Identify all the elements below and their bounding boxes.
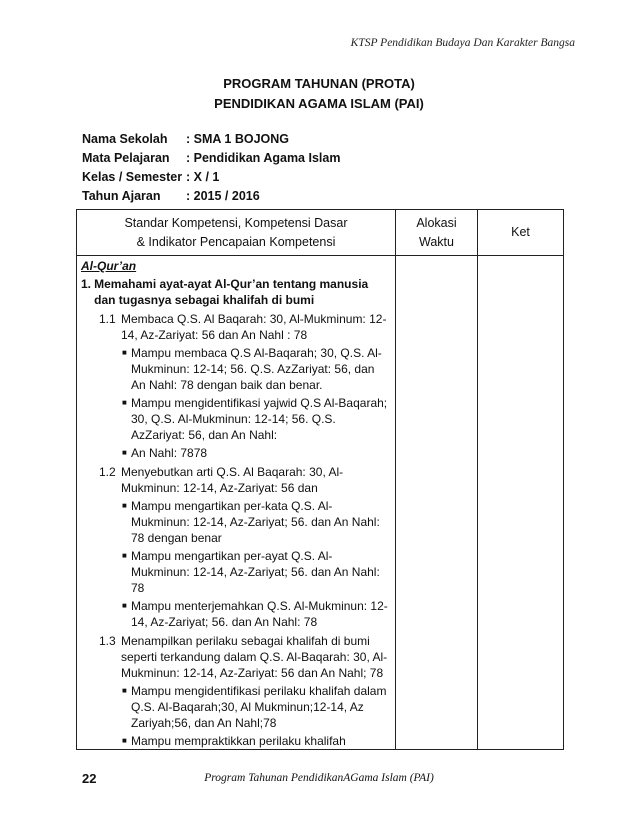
footer-title: Program Tahunan PendidikanAGama Islam (PAI) — [204, 772, 434, 784]
bullet-icon: ■ — [122, 448, 127, 457]
sub-text: Menampilkan perilaku sebagai khalifah di bumi seperti terkandung dalam Q.S. Al-Baqarah: 30, Al-Mukminun: 12-14, Az-Zariyat: 56 dan An Nahl; 78 — [121, 634, 388, 680]
sub-text: Menyebutkan arti Q.S. Al Baqarah: 30, Al-Mukminun: 12-14, Az-Zariyat: 56 dan — [121, 465, 344, 495]
sub-number: 1.2 — [99, 465, 116, 479]
bullet-icon: ■ — [122, 736, 127, 745]
meta-label: Tahun Ajaran — [82, 189, 161, 203]
header-competency — [77, 210, 396, 256]
header-notes: Ket — [478, 210, 564, 256]
sub-text: Membaca Q.S. Al Baqarah: 30, Al-Mukminum: 12-14, Az-Zariyat: 56 dan An Nahl : 78 — [121, 312, 387, 342]
document-subtitle: PENDIDIKAN AGAMA ISLAM (PAI) — [214, 96, 424, 111]
indicator-text: Mampu mempraktikkan perilaku khalifah — [131, 734, 346, 748]
indicator-text: Mampu mengartikan per-kata Q.S. Al-Mukminun: 12-14, Az-Zariyat; 56. dan An Nahl: 78 dengan benar — [131, 499, 380, 545]
header-competency-line2: & Indikator Pencapaian Kompetensi — [136, 234, 336, 249]
sub-competency — [81, 633, 391, 681]
indicator — [122, 548, 391, 596]
indicator-text: Mampu membaca Q.S Al-Baqarah; 30, Q.S. Al-Mukminun: 12-14; 56. Q.S. AzZariyat: 56, dan An Nahl: 78 dengan baik dan benar. — [131, 346, 382, 392]
bullet-icon: ■ — [122, 551, 127, 560]
bullet-icon: ■ — [122, 501, 127, 510]
indicator-text: Mampu mengidentifikasi yajwid Q.S Al-Baqarah; 30, Q.S. Al-Mukminun: 12-14; 56. Q.S. AzZariyat: 56, dan An Nahl: — [131, 396, 388, 442]
indicator — [122, 598, 391, 630]
sub-number: 1.1 — [99, 312, 116, 326]
indicator — [122, 733, 391, 749]
indicator — [122, 445, 391, 461]
competency-cell — [77, 256, 396, 750]
header-competency-line1: Standar Kompetensi, Kompetensi Dasar — [124, 215, 348, 230]
prota-table — [76, 209, 564, 750]
section-title: Al-Qur’an — [81, 259, 137, 273]
indicator — [122, 395, 391, 443]
indicator — [122, 345, 391, 393]
meta-row-school — [82, 130, 340, 149]
sub-competency — [81, 464, 391, 496]
indicator-text: Mampu menterjemahkan Q.S. Al-Mukminun: 12-14, Az-Zariyat; 56. dan An Nahl: 78 — [131, 599, 388, 629]
kd-number: 1. — [81, 277, 92, 291]
sub-number: 1.3 — [99, 634, 116, 648]
meta-label: Kelas / Semester — [82, 170, 183, 184]
meta-row-year — [82, 187, 340, 206]
meta-row-subject — [82, 149, 340, 168]
time-allocation-cell — [396, 256, 478, 750]
meta-row-class — [82, 168, 340, 187]
meta-label: Mata Pelajaran — [82, 151, 170, 165]
header-alokasi-line1: Alokasi — [416, 215, 457, 230]
basic-competency — [81, 276, 391, 308]
sub-competency — [81, 311, 391, 343]
kd-text: Memahami ayat-ayat Al-Qur’an tentang manusia dan tugasnya sebagai khalifah di bumi — [94, 277, 369, 307]
header-time-allocation — [396, 210, 478, 256]
bullet-icon: ■ — [122, 348, 127, 357]
running-header: KTSP Pendidikan Budaya Dan Karakter Bangsa — [350, 37, 575, 49]
bullet-icon: ■ — [122, 686, 127, 695]
meta-value: : Pendidikan Agama Islam — [186, 151, 341, 165]
bullet-icon: ■ — [122, 398, 127, 407]
meta-value: : SMA 1 BOJONG — [186, 132, 290, 146]
table-header-row — [77, 210, 564, 256]
table-row — [77, 256, 564, 750]
indicator-text: Mampu mengidentifikasi perilaku khalifah dalam Q.S. Al-Baqarah;30, Al Mukminun;12-14, Az Zariyah;56, dan An Nahl;78 — [131, 684, 387, 730]
bullet-icon: ■ — [122, 601, 127, 610]
indicator-text: An Nahl: 7878 — [131, 446, 208, 460]
notes-cell — [478, 256, 564, 750]
meta-value: : X / 1 — [186, 170, 220, 184]
page-number: 22 — [82, 771, 97, 786]
meta-value: : 2015 / 2016 — [186, 189, 260, 203]
document-title: PROGRAM TAHUNAN (PROTA) — [223, 76, 415, 91]
meta-label: Nama Sekolah — [82, 132, 168, 146]
indicator — [122, 498, 391, 546]
school-info — [82, 130, 340, 206]
header-alokasi-line2: Waktu — [419, 234, 454, 249]
indicator-text: Mampu mengartikan per-ayat Q.S. Al-Mukminun: 12-14, Az-Zariyat; 56. dan An Nahl: 78 — [131, 549, 380, 595]
indicator — [122, 683, 391, 731]
